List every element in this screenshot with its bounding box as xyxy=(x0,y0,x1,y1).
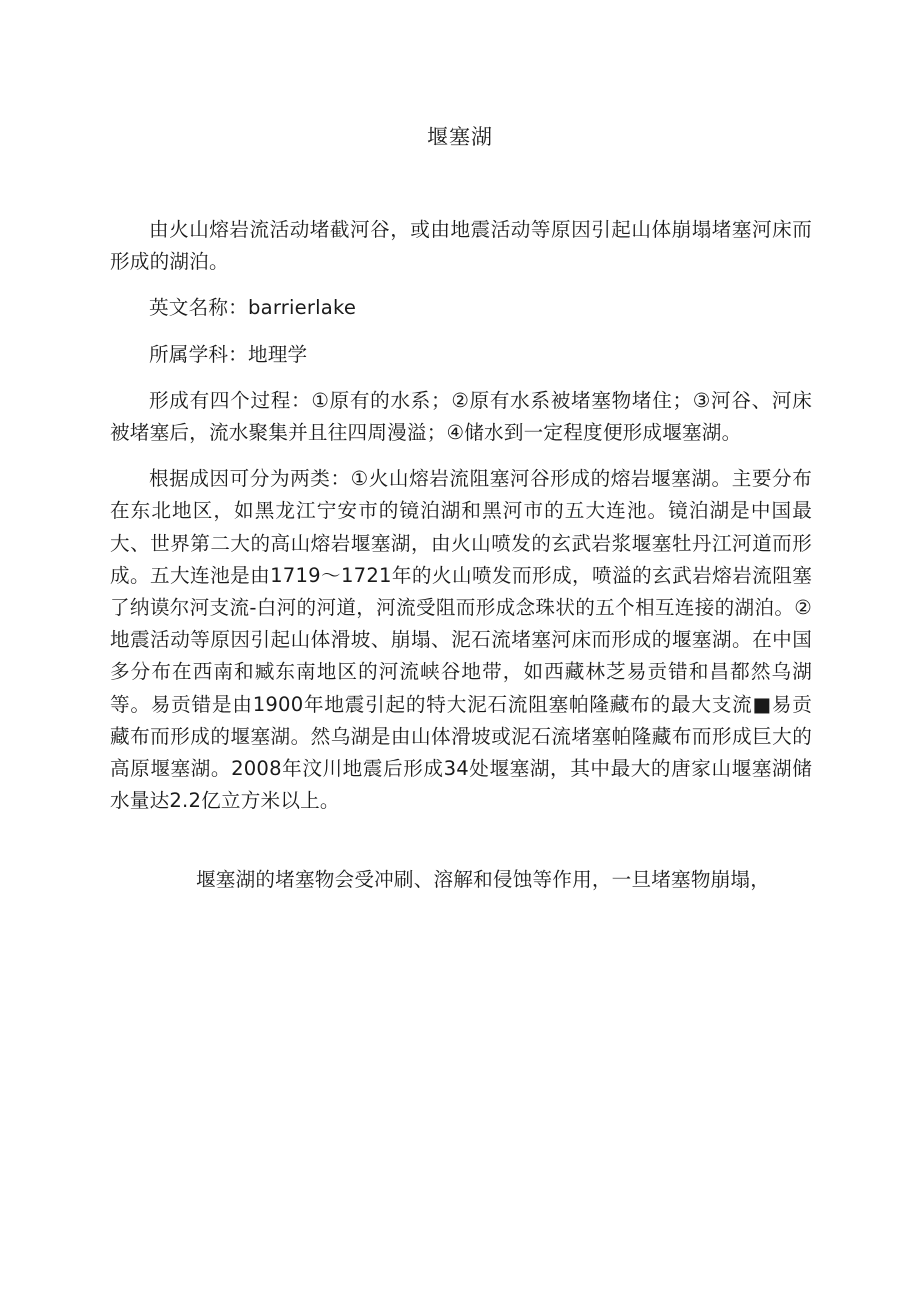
page-title: 堰塞湖 xyxy=(427,125,493,149)
document-body xyxy=(110,214,812,911)
paragraph-english-name: 英文名称：barrierlake xyxy=(149,296,357,320)
paragraph-definition: 由火山熔岩流活动堵截河谷，或由地震活动等原因引起山体崩塌堵塞河床而形成的湖泊。 xyxy=(110,218,812,274)
paragraph-erosion: 堰塞湖的堵塞物会受冲刷、溶解和侵蚀等作用，一旦堵塞物崩塌， xyxy=(196,868,771,892)
paragraph-classification: 根据成因可分为两类：①火山熔岩流阻塞河谷形成的熔岩堰塞湖。主要分布在东北地区，如黑龙江宁安市的镜泊湖和黑河市的五大连池。镜泊湖是中国最大、世界第二大的高山熔岩堰塞湖，由火山喷发的玄武岩浆堰塞牡丹江河道而形成。五大连池是由1719～1721年的火山喷发而形成，喷溢的玄武岩熔岩流阻塞了纳谟尔河支流-白河的河道，河流受阻而形成念珠状的五个相互连接的湖泊。②地震活动等原因引起山体滑坡、崩塌、泥石流堵塞河床而形成的堰塞湖。在中国多分布在西南和臧东南地区的河流峡谷地带，如西藏林芝易贡错和昌都然乌湖等。易贡错是由1900年地震引起的特大泥石流阻塞帕隆藏布的最大支流■易贡藏布而形成的堰塞湖。然乌湖是由山体滑坡或泥石流堵塞帕隆藏布而形成巨大的高原堰塞湖。2008年汶川地震后形成34处堰塞湖，其中最大的唐家山堰塞湖储水量达2.2亿立方米以上。 xyxy=(110,467,812,813)
paragraph-formation-process: 形成有四个过程：①原有的水系；②原有水系被堵塞物堵住；③河谷、河床被堵塞后，流水聚集并且往四周漫溢；④储水到一定程度便形成堰塞湖。 xyxy=(110,388,812,445)
paragraph-discipline: 所属学科：地理学 xyxy=(149,342,308,366)
